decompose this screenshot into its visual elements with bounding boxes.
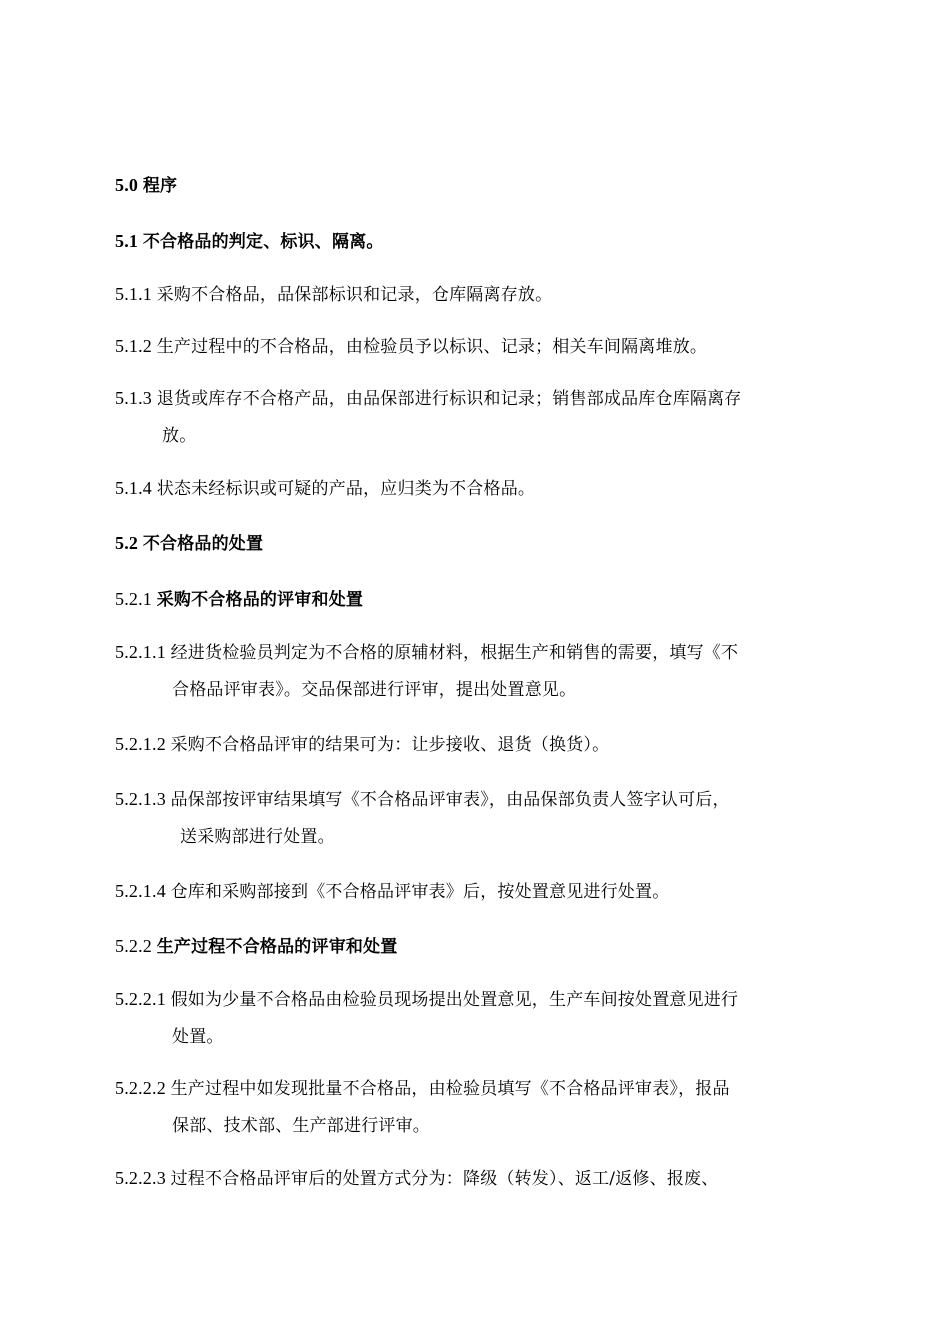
clause-5-1-3-continuation: 放。 (162, 426, 197, 446)
clause-5-2-2-1-continuation: 处置。 (172, 1027, 224, 1047)
clause-5-2-1-3-continuation: 送采购部进行处置。 (180, 827, 335, 847)
clause-text: 假如为少量不合格品由检验员现场提出处置意见，生产车间按处置意见进行 (170, 990, 739, 1010)
section-title: 程序 (142, 176, 178, 196)
clause-text: 退货或库存不合格产品，由品保部进行标识和记录；销售部成品库仓库隔离存 (156, 389, 742, 409)
subsection-number: 5.2.2 (115, 936, 157, 956)
subsection-title: 生产过程不合格品的评审和处置 (156, 937, 398, 957)
clause-text: 过程不合格品评审后的处置方式分为：降级（转发）、返工/返修、报废、 (170, 1169, 719, 1189)
clause-number: 5.2.1.2 (115, 734, 171, 754)
subsection-5-2-1 (115, 587, 363, 612)
clause-text: 仓库和采购部接到《不合格品评审表》后，按处置意见进行处置。 (170, 882, 670, 902)
clause-text: 状态未经标识或可疑的产品，应归类为不合格品。 (156, 479, 536, 499)
clause-5-2-2-3 (115, 1166, 718, 1191)
clause-5-2-2-2 (115, 1076, 730, 1101)
clause-text: 经进货检验员判定为不合格的原辅材料，根据生产和销售的需要，填写《不 (170, 643, 739, 663)
clause-5-2-1-4 (115, 879, 669, 904)
clause-5-1-2 (115, 334, 707, 359)
clause-number: 5.1.2 (115, 336, 157, 356)
clause-number: 5.1.1 (115, 284, 157, 304)
section-heading-5-1 (115, 229, 384, 254)
subsection-number: 5.2.1 (115, 589, 157, 609)
section-title: 不合格品的处置 (142, 534, 264, 554)
clause-number: 5.2.2.2 (115, 1078, 171, 1098)
clause-text: 采购不合格品，品保部标识和记录，仓库隔离存放。 (156, 285, 553, 305)
clause-text: 生产过程中的不合格品，由检验员予以标识、记录；相关车间隔离堆放。 (156, 337, 708, 357)
section-number: 5.0 (115, 175, 143, 195)
clause-5-2-1-1 (115, 640, 738, 665)
section-number: 5.1 (115, 231, 143, 251)
clause-5-1-3 (115, 386, 742, 411)
clause-5-1-4 (115, 476, 535, 501)
clause-number: 5.2.1.4 (115, 881, 171, 901)
clause-text: 采购不合格品评审的结果可为：让步接收、退货（换货）。 (170, 735, 610, 755)
clause-number: 5.2.2.3 (115, 1168, 171, 1188)
clause-number: 5.2.1.1 (115, 642, 171, 662)
clause-5-1-1 (115, 282, 552, 307)
clause-number: 5.2.1.3 (115, 789, 171, 809)
section-title: 不合格品的判定、标识、隔离。 (142, 232, 384, 252)
clause-number: 5.1.4 (115, 478, 157, 498)
clause-text: 品保部按评审结果填写《不合格品评审表》，由品保部负责人签字认可后， (170, 790, 730, 810)
subsection-title: 采购不合格品的评审和处置 (156, 590, 364, 610)
clause-5-2-1-2 (115, 732, 609, 757)
clause-text: 生产过程中如发现批量不合格品，由检验员填写《不合格品评审表》，报品 (170, 1079, 730, 1099)
clause-5-2-2-2-continuation: 保部、技术部、生产部进行评审。 (172, 1116, 430, 1136)
clause-5-2-1-3 (115, 787, 730, 812)
clause-number: 5.2.2.1 (115, 989, 171, 1009)
section-heading-5-0 (115, 173, 177, 198)
subsection-5-2-2 (115, 934, 398, 959)
section-number: 5.2 (115, 533, 143, 553)
clause-5-2-1-1-continuation: 合格品评审表》。交品保部进行评审，提出处置意见。 (172, 680, 577, 700)
section-heading-5-2 (115, 531, 263, 556)
clause-5-2-2-1 (115, 987, 738, 1012)
clause-number: 5.1.3 (115, 388, 157, 408)
